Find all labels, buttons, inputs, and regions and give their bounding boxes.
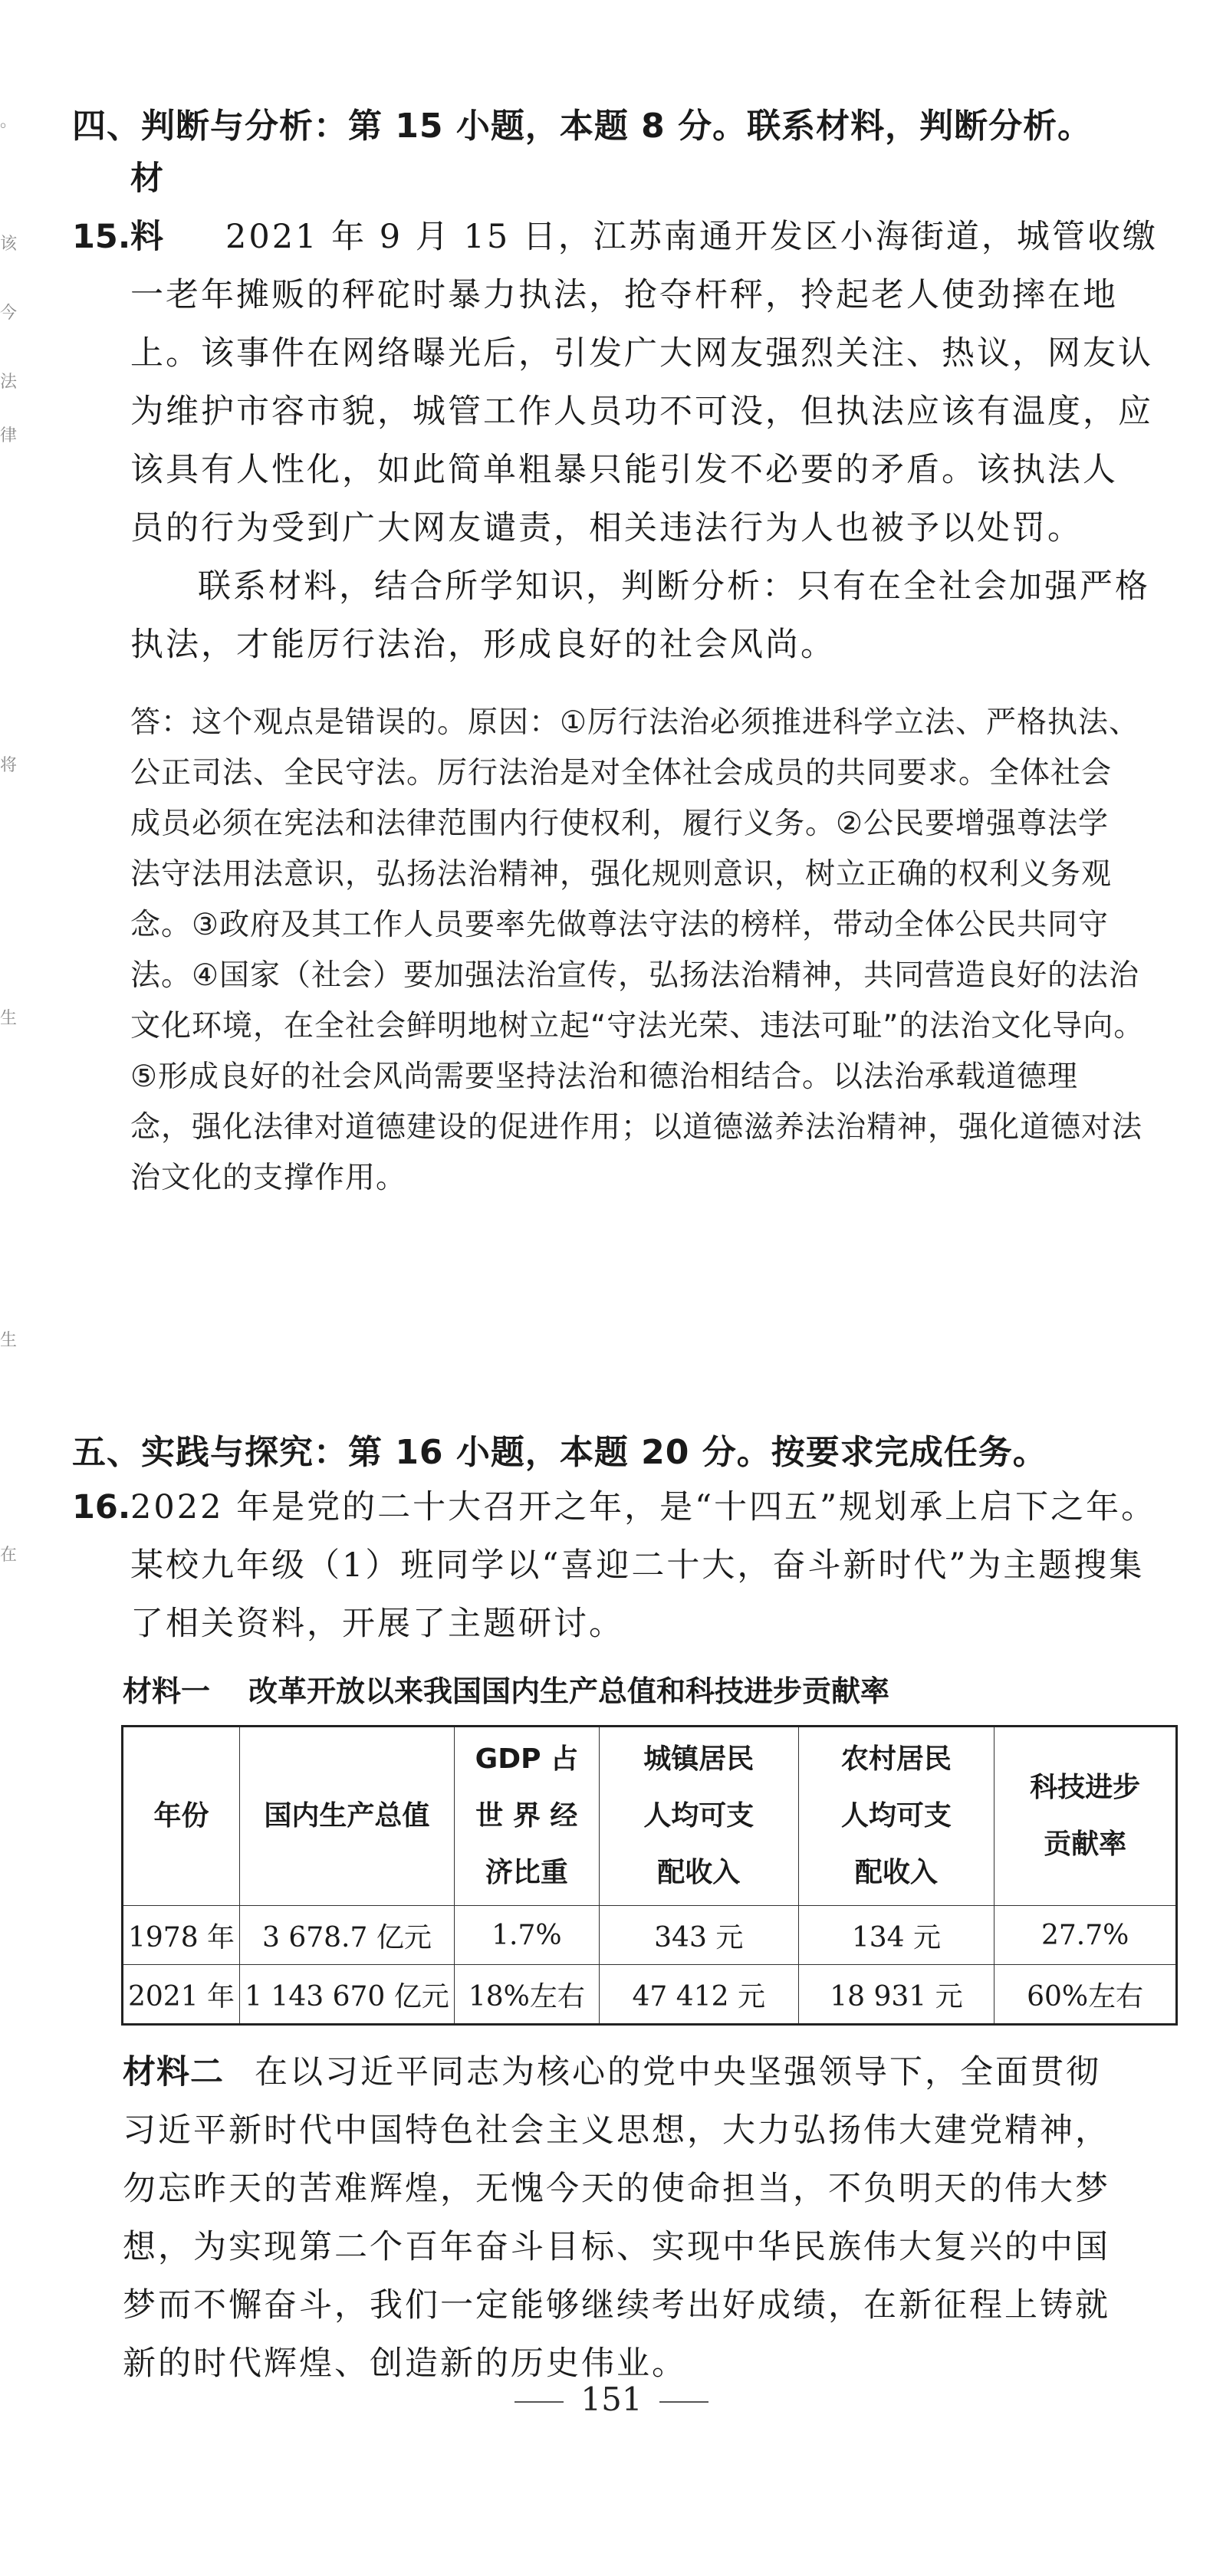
- answer-line: 法。④国家（社会）要加强法治宣传，弘扬法治精神，共同营造良好的法治: [130, 958, 1139, 993]
- material-2-first-line: [123, 2043, 1188, 2101]
- table-cell: 343 元: [599, 1906, 798, 1965]
- answer-line: 文化环境，在全社会鲜明地树立起“守法光荣、违法可耻”的法治文化导向。: [130, 1009, 1145, 1043]
- margin-mark: 该: [0, 235, 18, 254]
- margin-mark: 法: [0, 373, 18, 392]
- answer-line: 治文化的支撑作用。: [130, 1161, 407, 1195]
- question-prompt-line: 联系材料，结合所学知识，判断分析：只有在全社会加强严格: [198, 567, 1150, 606]
- table-cell: 18%左右: [454, 1965, 599, 2025]
- answer-line: 公正司法、全民守法。厉行法治是对全体社会成员的共同要求。全体社会: [130, 756, 1113, 790]
- answer-line: 念，强化法律对道德建设的促进作用；以道德滋养法治精神，强化道德对法: [130, 1110, 1143, 1145]
- answer-line: 答：这个观点是错误的。原因：①厉行法治必须推进科学立法、严格执法、: [130, 705, 1139, 740]
- table-row: [123, 1906, 1177, 1965]
- question-15: [72, 150, 1184, 674]
- answer-line: ⑤形成良好的社会风尚需要坚持法治和德治相结合。以法治承载道德理: [130, 1060, 1078, 1094]
- margin-mark: 生: [0, 1009, 18, 1028]
- column-header-year: 年份: [123, 1727, 240, 1906]
- material-1-label: 材料一: [123, 1674, 211, 1708]
- material-1-title: [123, 1668, 889, 1710]
- material-label: 材料: [130, 159, 163, 256]
- page-number: [0, 2380, 1223, 2418]
- section-heading-practice: 五、实践与探究：第 16 小题，本题 20 分。按要求完成任务。: [72, 1433, 1047, 1472]
- section-heading-judgment: 四、判断与分析：第 15 小题，本题 8 分。联系材料，判断分析。: [72, 107, 1093, 146]
- question-number: 15.: [72, 218, 131, 256]
- material-text-line: 想，为实现第二个百年奋斗目标、实现中华民族伟大复兴的中国: [123, 2228, 1110, 2266]
- question-prompt-line: 执法，才能厉行法治，形成良好的社会风尚。: [130, 626, 836, 664]
- margin-mark: 。: [0, 112, 18, 131]
- divider: [515, 2401, 564, 2403]
- column-header-urban-income: 城镇居民 人均可支 配收入: [599, 1727, 798, 1906]
- material-text-line: 该具有人性化，如此简单粗暴只能引发不必要的矛盾。该执法人: [130, 451, 1118, 489]
- table-cell: 18 931 元: [798, 1965, 995, 2025]
- material-text-line: 为维护市容市貌，城管工作人员功不可没，但执法应该有温度，应: [130, 393, 1153, 431]
- question-15-first-line: [72, 150, 1184, 266]
- material-text-line: 勿忘昨天的苦难辉煌，无愧今天的使命担当，不负明天的伟大梦: [123, 2170, 1110, 2208]
- margin-mark: 在: [0, 1546, 18, 1565]
- table-header-row: [123, 1727, 1177, 1906]
- question-number: 16.: [72, 1488, 131, 1526]
- table-cell: 3 678.7 亿元: [240, 1906, 455, 1965]
- binding-margin-marks: [0, 92, 18, 1565]
- material-2-label: 材料二: [123, 2053, 224, 2091]
- table-cell: 2021 年: [123, 1965, 240, 2025]
- material-text-line: 在以习近平同志为核心的党中央坚强领导下，全面贯彻: [255, 2053, 1101, 2091]
- material-1-caption: 改革开放以来我国国内生产总值和科技进步贡献率: [248, 1674, 890, 1708]
- question-text-line: 了相关资料，开展了主题研讨。: [130, 1605, 624, 1643]
- margin-mark: 律: [0, 426, 18, 445]
- table-cell: 1978 年: [123, 1906, 240, 1965]
- margin-mark: 将: [0, 756, 18, 775]
- gdp-table: [121, 1725, 1178, 2026]
- table-cell: 1 143 670 亿元: [240, 1965, 455, 2025]
- answer-line: 成员必须在宪法和法律范围内行使权利，履行义务。②公民要增强尊法学: [130, 807, 1109, 841]
- question-text-line: 某校九年级（1）班同学以“喜迎二十大，奋斗新时代”为主题搜集: [130, 1546, 1145, 1585]
- column-header-gdp-share: GDP 占 世 界 经 济比重: [454, 1727, 599, 1906]
- table-row: [123, 1965, 1177, 2025]
- table-cell: 47 412 元: [599, 1965, 798, 2025]
- material-text-line: 梦而不懈奋斗，我们一定能够继续考出好成绩，在新征程上铸就: [123, 2286, 1110, 2325]
- material-text-line: 上。该事件在网络曝光后，引发广大网友强烈关注、热议，网友认: [130, 334, 1153, 373]
- question-16: [72, 1478, 1184, 1653]
- answer-line: 法守法用法意识，弘扬法治精神，强化规则意识，树立正确的权利义务观: [130, 857, 1113, 892]
- page-number-text: 151: [580, 2380, 643, 2418]
- question-16-first-line: [72, 1478, 1184, 1536]
- margin-mark: 今: [0, 304, 18, 323]
- table-cell: 134 元: [798, 1906, 995, 1965]
- answer-block: [130, 698, 1188, 1204]
- material-text-line: 2021 年 9 月 15 日，江苏南通开发区小海街道，城管收缴: [225, 218, 1158, 256]
- divider: [659, 2401, 708, 2403]
- answer-line: 念。③政府及其工作人员要率先做尊法守法的榜样，带动全体公民共同守: [130, 908, 1109, 942]
- column-header-tech-contribution: 科技进步 贡献率: [995, 1727, 1177, 1906]
- material-text-line: 一老年摊贩的秤砣时暴力执法，抢夺杆秤，拎起老人使劲摔在地: [130, 276, 1118, 314]
- material-text-line: 习近平新时代中国特色社会主义思想，大力弘扬伟大建党精神，: [123, 2111, 1110, 2150]
- table-cell: 60%左右: [995, 1965, 1177, 2025]
- margin-mark: 生: [0, 1331, 18, 1350]
- question-text-line: 2022 年是党的二十大召开之年，是“十四五”规划承上启下之年。: [130, 1488, 1157, 1526]
- table-cell: 1.7%: [454, 1906, 599, 1965]
- column-header-rural-income: 农村居民 人均可支 配收入: [798, 1727, 995, 1906]
- table-cell: 27.7%: [995, 1906, 1177, 1965]
- material-text-line: 员的行为受到广大网友谴责，相关违法行为人也被予以处罚。: [130, 509, 1083, 547]
- material-text-line: 新的时代辉煌、创造新的历史伟业。: [123, 2344, 687, 2383]
- column-header-gdp: 国内生产总值: [240, 1727, 455, 1906]
- material-2: [123, 2043, 1188, 2393]
